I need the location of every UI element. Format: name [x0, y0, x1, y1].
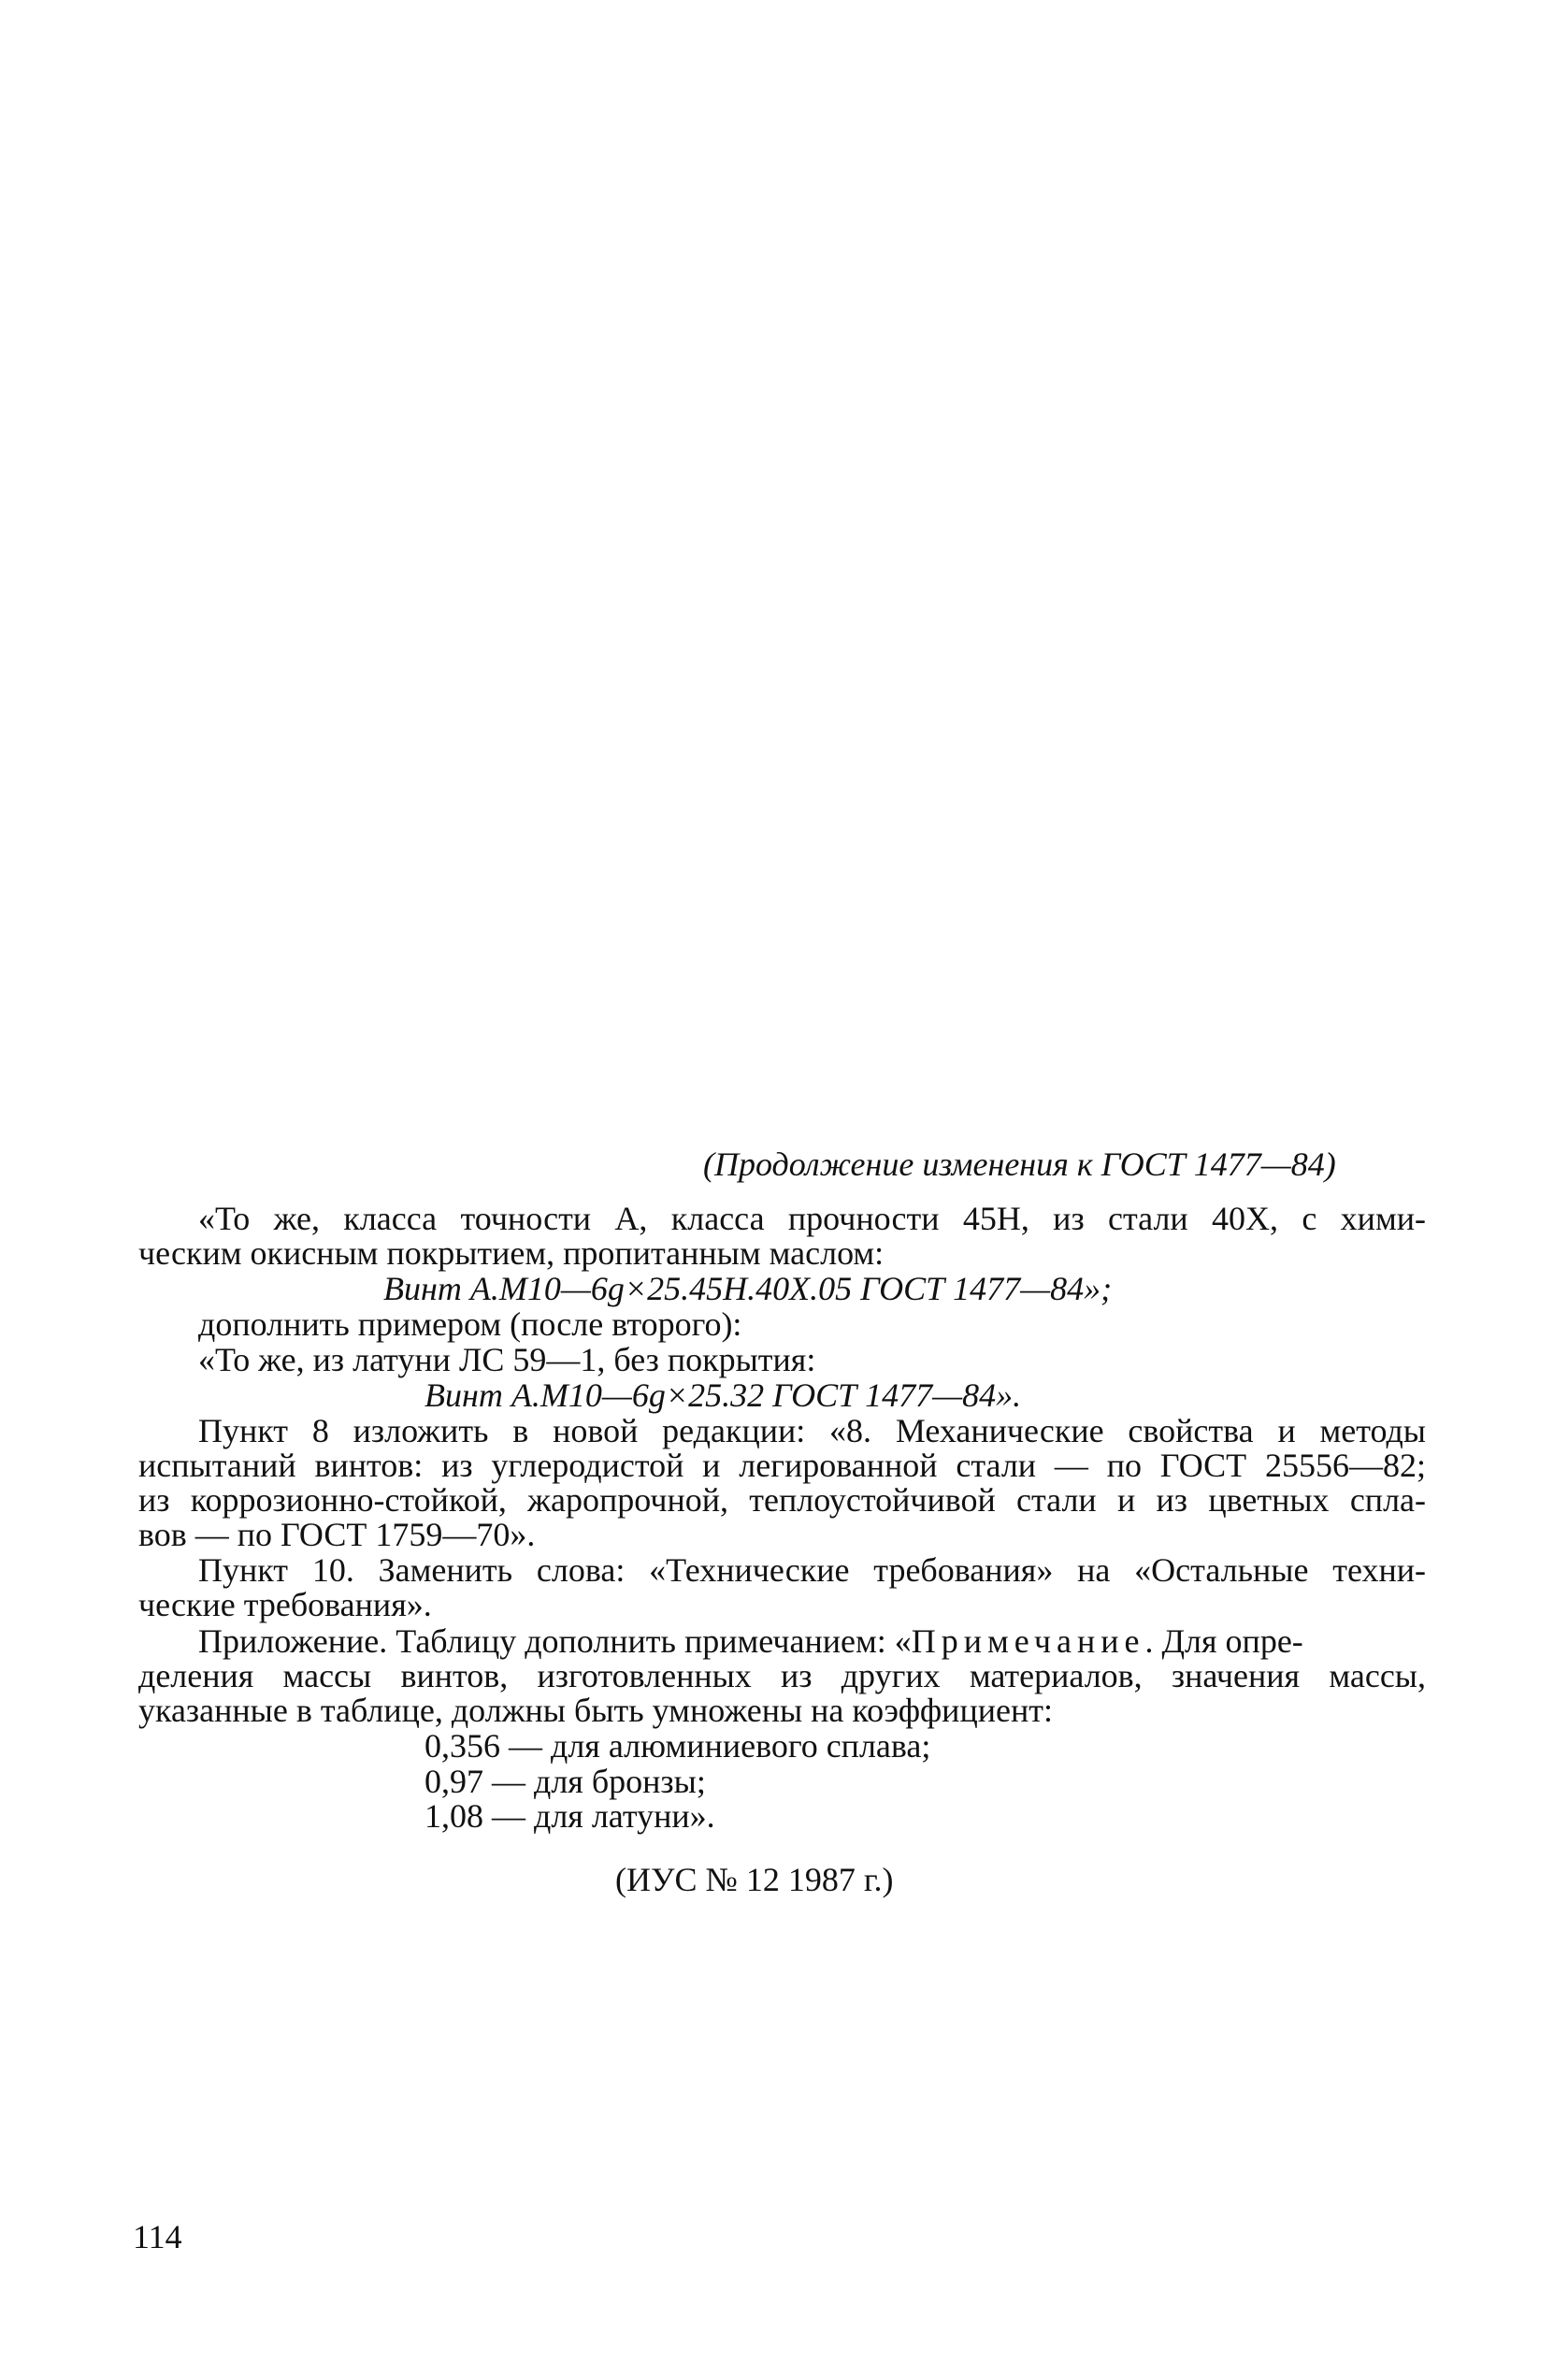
coefficient-brass: 1,08 — для латуни». — [424, 1797, 715, 1835]
note-word-primechanie: Примечание — [911, 1622, 1145, 1660]
para2-line1: дополнить примером (после второго): — [198, 1305, 742, 1343]
continuation-heading: (Продолжение изменения к ГОСТ 1477—84) — [703, 1145, 1336, 1183]
para1-line1: «То же, класса точности А, класса прочности 45Н, из стали 40Х, с хими- — [198, 1200, 1426, 1237]
para3-line2: испытаний винтов: из углеродистой и легированной стали — по ГОСТ 25556—82; — [138, 1447, 1426, 1484]
para4-line2: ческие требования». — [138, 1586, 432, 1623]
para5-line1-end: . Для опре- — [1144, 1622, 1303, 1660]
para5-line3: указанные в таблице, должны быть умножены на коэффициент: — [138, 1692, 1053, 1729]
para5-line2: деления массы винтов, изготовленных из других материалов, значения массы, — [138, 1657, 1426, 1694]
para5-line1 — [198, 1622, 1303, 1660]
para4-line1: Пункт 10. Заменить слова: «Технические требования» на «Остальные техни- — [198, 1551, 1426, 1589]
para1-formula: Винт А.М10—6g×25.45Н.40Х.05 ГОСТ 1477—84»; — [383, 1270, 1113, 1307]
para2-formula: Винт А.М10—6g×25.32 ГОСТ 1477—84». — [424, 1376, 1022, 1414]
para3-line4: вов — по ГОСТ 1759—70». — [138, 1516, 536, 1553]
para3-line1: Пункт 8 изложить в новой редакции: «8. Механические свойства и методы — [198, 1412, 1426, 1449]
para2-line2: «То же, из латуни ЛС 59—1, без покрытия: — [198, 1341, 816, 1378]
para3-line3: из коррозионно-стойкой, жаропрочной, теплоустойчивой стали и из цветных спла- — [138, 1481, 1426, 1519]
coefficient-aluminium: 0,356 — для алюминиевого сплава; — [424, 1727, 931, 1765]
page-number: 114 — [133, 2218, 182, 2255]
coefficient-bronze: 0,97 — для бронзы; — [424, 1763, 706, 1800]
para5-line1-start: Приложение. Таблицу дополнить примечанием: « — [198, 1622, 912, 1660]
source-reference: (ИУС № 12 1987 г.) — [615, 1861, 894, 1898]
para1-line2: ческим окисным покрытием, пропитанным маслом: — [138, 1234, 885, 1272]
